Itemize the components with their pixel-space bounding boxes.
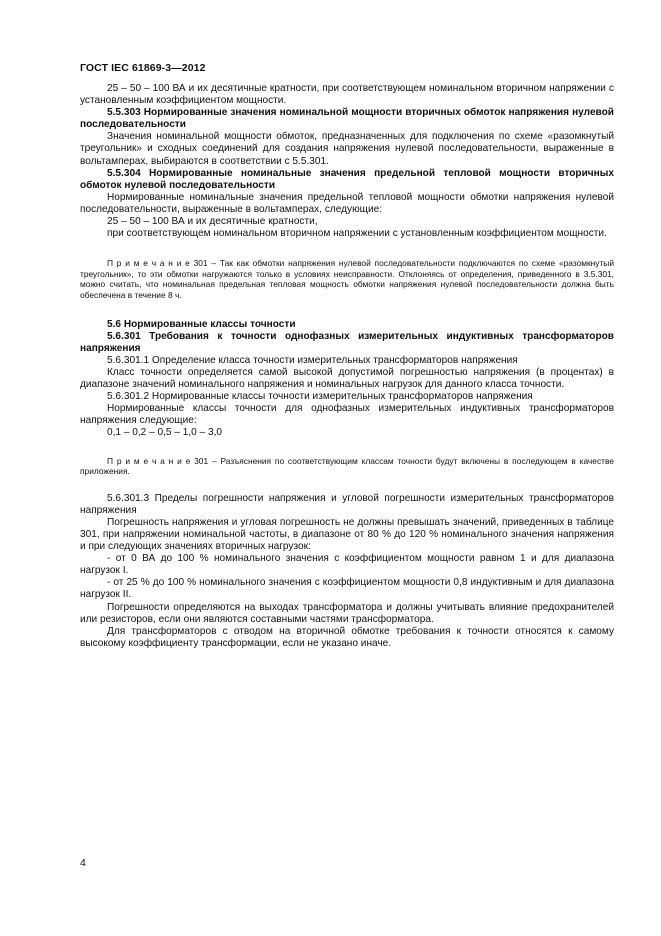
paragraph-load-range-1: - от 0 ВА до 100 % номинального значения с коэффициентом мощности равном 1 и для диапазона нагрузок I. xyxy=(80,553,614,577)
paragraph-5-6-301-2: 5.6.301.2 Нормированные классы точности измерительных трансформаторов напряжения xyxy=(107,391,533,403)
spacer xyxy=(80,440,614,456)
paragraph-rated-power: Значения номинальной мощности обмоток, предназначенных для подключения по схеме «разомкнутый треугольник» и сходных соединений для создания напряжения нулевой последовательности, выраженные в вольтамперах, выбираются в соответствии с 5.5.301. xyxy=(80,131,614,167)
paragraph-range-values: 25 – 50 – 100 ВА и их десятичные кратности, при соответствующем номинальном вторичном напряжении с установленным коэффициентом мощности. xyxy=(80,83,614,107)
paragraph-secondary-voltage: при соответствующем номинальном вторичном напряжении с установленным коэффициентом мощности. xyxy=(107,228,607,240)
heading-5-5-304: 5.5.304 Нормированные номинальные значения предельной тепловой мощности вторичных обмоток нулевой последовательности xyxy=(80,167,614,191)
note-301-accuracy-classes: П р и м е ч а н и е 301 – Разъяснения по соответствующим классам точности будут включены в последующем в качестве приложения. xyxy=(80,455,614,477)
heading-5-6-301: 5.6.301 Требования к точности однофазных измерительных индуктивных трансформаторов напряжения xyxy=(80,330,614,354)
note-301-zero-sequence: П р и м е ч а н и е 301 – Так как обмотки напряжения нулевой последовательности подключаются по схеме «разомкнутый треугольник», то эти обмотки нагружаются только в условиях неисправности. Отклоняясь от определения, приведенного в 3.5.301, можно считать, что номинальная предельная тепловая мощность обмотки напряжения нулевой последовательности должна быть обеспечена в течение 8 ч. xyxy=(80,258,614,300)
spacer xyxy=(80,301,614,319)
heading-5-6: 5.6 Нормированные классы точности xyxy=(107,318,296,330)
paragraph-accuracy-class-definition: Класс точности определяется самой высокой допустимой погрешностью напряжения (в процентах) в диапазоне значений номинального напряжения и номинальных нагрузок для данного класса точности. xyxy=(80,366,614,391)
paragraph-errors-determination: Погрешности определяются на выходах трансформатора и должны учитывать влияние предохранителей или резисторов, если они являются составными частями трансформатора. xyxy=(80,601,614,625)
heading-5-5-303: 5.5.303 Нормированные значения номинальной мощности вторичных обмоток напряжения нулевой последовательности xyxy=(80,107,614,131)
document-header: ГОСТ IEC 61869-3—2012 xyxy=(80,62,206,74)
paragraph-5-6-301-1: 5.6.301.1 Определение класса точности измерительных трансформаторов напряжения xyxy=(107,354,518,366)
paragraph-error-limits: Погрешность напряжения и угловая погрешность не должны превышать значений, приведенных в таблице 301, при напряжении номинальной частоты, в диапазоне от 80 % до 120 % номинального значения напряжения и при следующих значениях вторичных нагрузок: xyxy=(80,516,614,553)
paragraph-class-values: 0,1 – 0,2 – 0,5 – 1,0 – 3,0 xyxy=(107,427,223,439)
paragraph-tapped-transformers: Для трансформаторов с отводом на вторичной обмотке требования к точности относятся к самому высокому коэффициенту трансформации, если не указано иначе. xyxy=(80,625,614,649)
paragraph-5-6-301-3: 5.6.301.3 Пределы погрешности напряжения и угловой погрешности измерительных трансформаторов напряжения xyxy=(80,492,614,516)
document-body xyxy=(80,83,614,650)
spacer xyxy=(80,240,614,258)
paragraph-standard-classes: Нормированные классы точности для однофазных измерительных индуктивных трансформаторов напряжения следующие: xyxy=(80,403,614,427)
paragraph-range-values-2: 25 – 50 – 100 ВА и их десятичные кратности, xyxy=(107,216,318,228)
paragraph-thermal-power: Нормированные номинальные значения предельной тепловой мощности обмотки напряжения нулевой последовательности, выраженные в вольтамперах, следующие: xyxy=(80,191,614,215)
page-number: 4 xyxy=(80,857,86,869)
paragraph-load-range-2: - от 25 % до 100 % номинального значения с коэффициентом мощности 0,8 индуктивным и для диапазона нагрузок II. xyxy=(80,577,614,601)
spacer xyxy=(80,477,614,493)
